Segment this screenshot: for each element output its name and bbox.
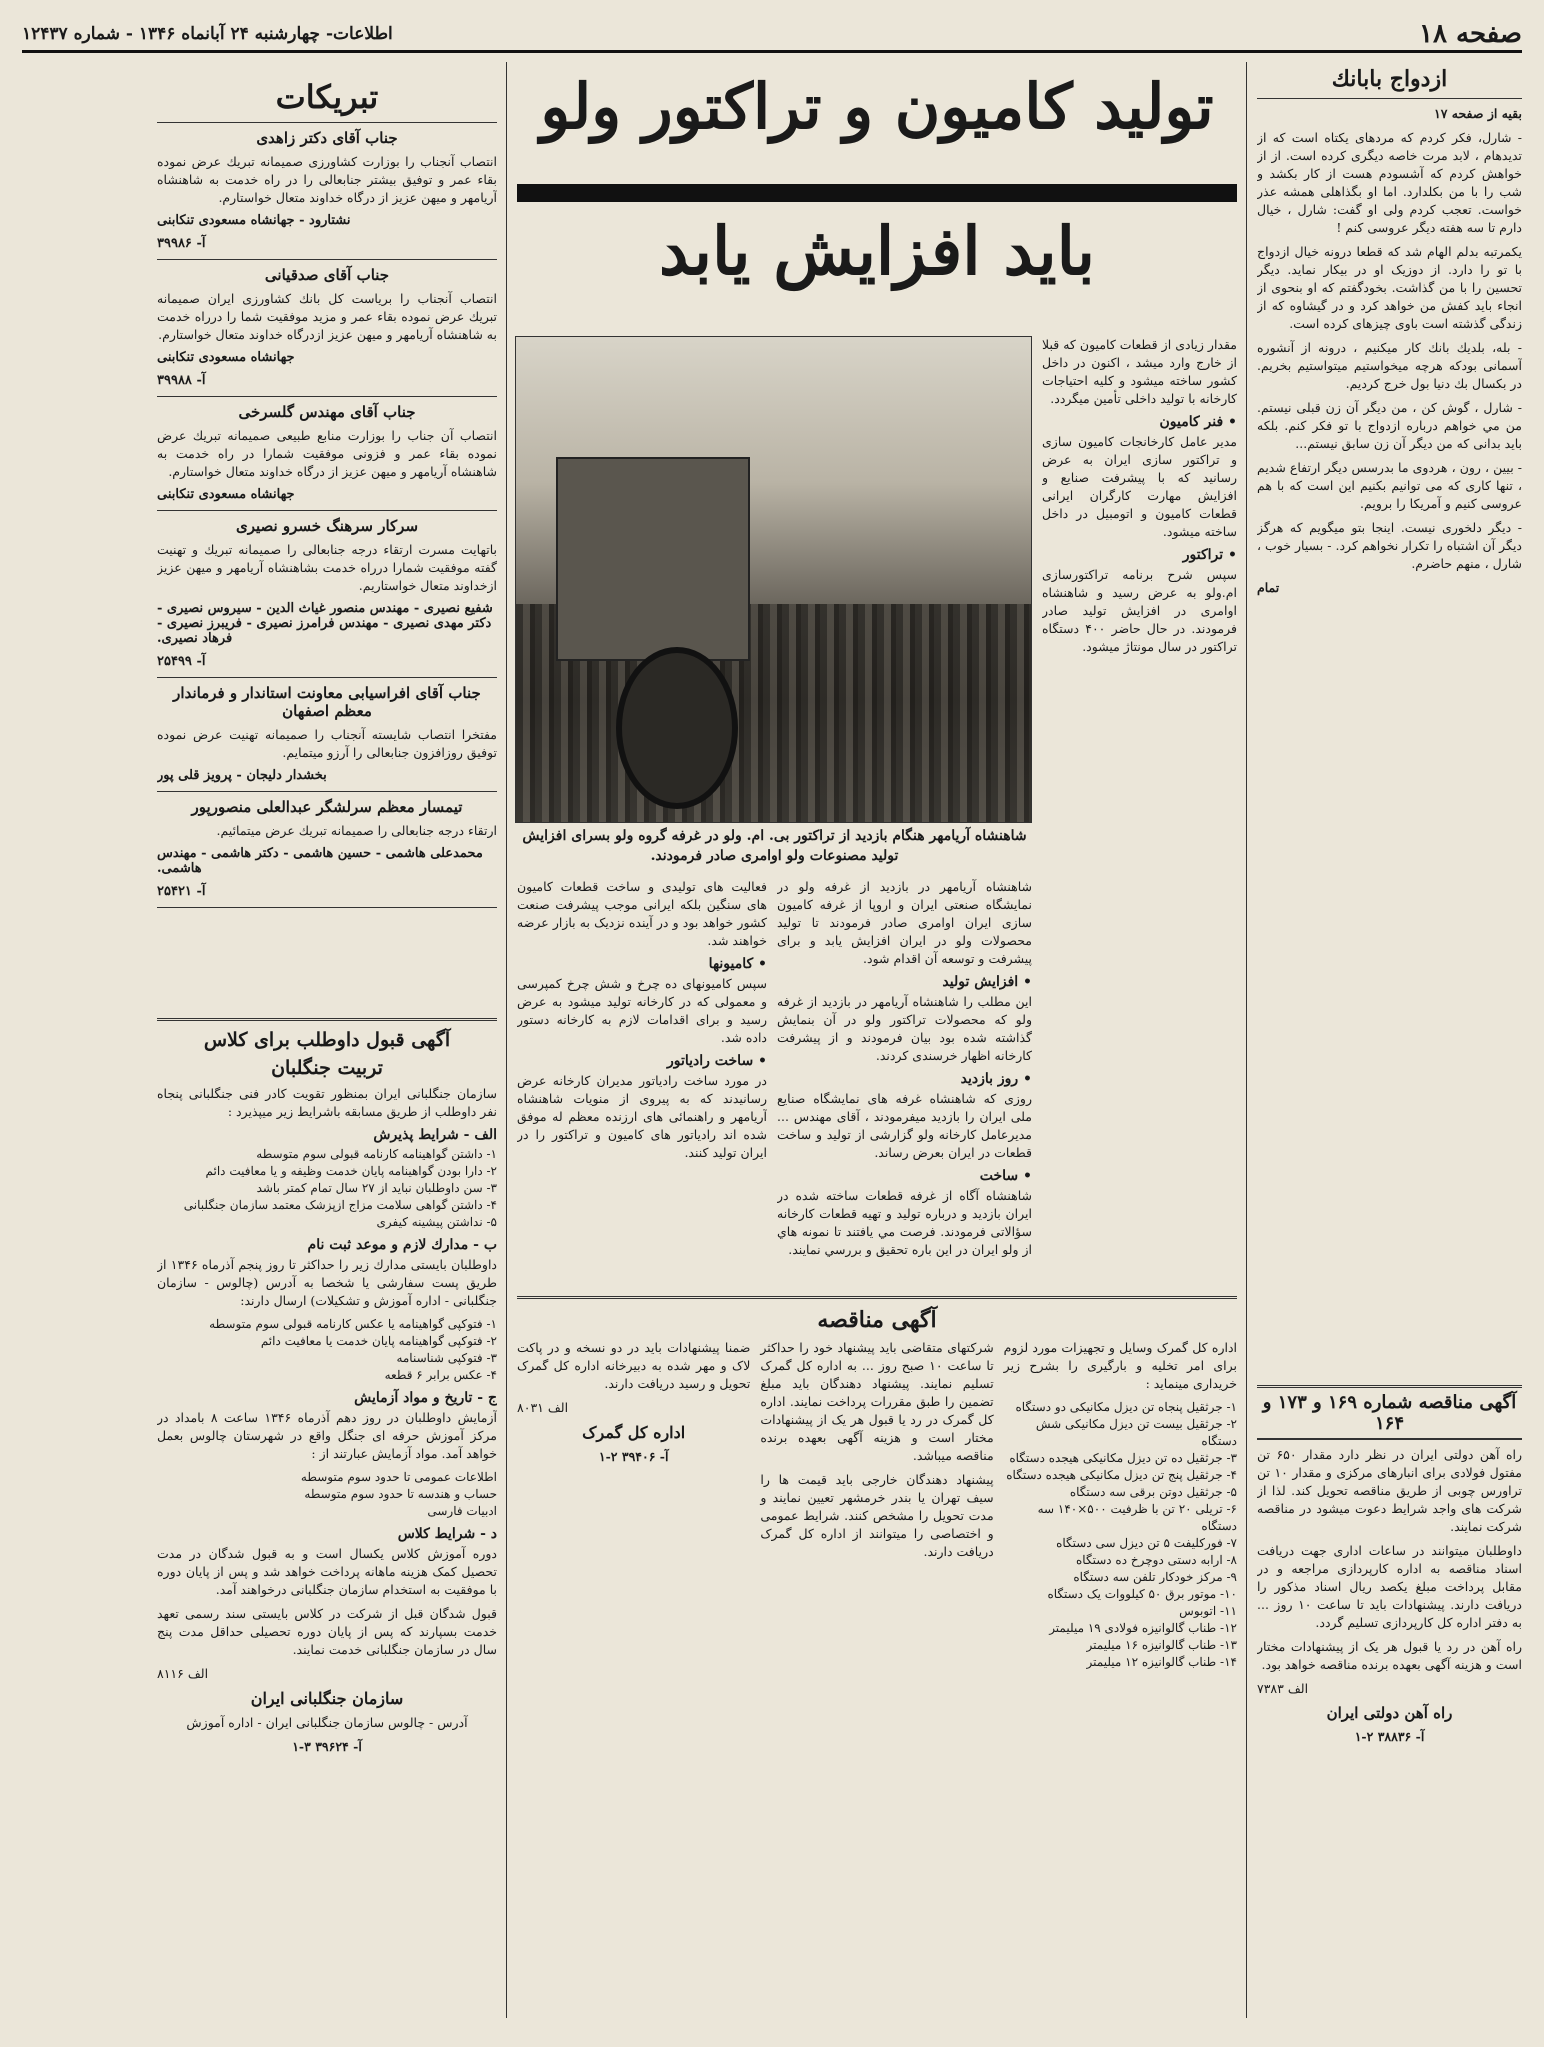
list-item: ۱- داشتن گواهینامه کارنامه قبولی سوم متوسطه [256, 1147, 497, 1161]
article-col-right [1042, 336, 1237, 876]
congrats-block-code: آ- ۳۹۹۸۸ [157, 373, 206, 388]
auction-title: آگهی مناقصه [817, 1307, 937, 1333]
list-item: ۱۲- طناب گالوانیزه فولادی ۱۹ میلیمتر [1049, 1621, 1237, 1635]
list-item: ۱۰- موتور برق ۵۰ کیلووات یک دستگاه [1047, 1587, 1237, 1601]
list-item: ۲- دارا بودن گواهینامه پایان خدمت وظیفه و یا معافیت دائم [205, 1164, 497, 1178]
marriage-end: تمام [1257, 580, 1280, 595]
divider [157, 791, 497, 792]
list-item: ۴- جرثقیل پنج تن دیزل مکانیکی هیجده دستگاه [1006, 1468, 1237, 1482]
list-item: ۱۱- اتوبوس [1179, 1604, 1237, 1618]
list-item: حساب و هندسه تا حدود سوم متوسطه [304, 1487, 497, 1501]
auction-intro: اداره کل گمرک وسایل و تجهیزات مورد لزوم برای امر تخلیه و بارگیری را بشرح زیر خریداری مینماید : [1003, 1340, 1237, 1391]
congrats-block [157, 684, 497, 792]
list-item: ۳- سن داوطلبان نباید از ۲۷ سال تمام کمتر باشد [256, 1181, 497, 1195]
rail-tender-code: آ- ۳۸۸۳۶ ۲-۱ [1354, 1729, 1425, 1744]
rail-tender-alef: الف ۷۳۸۳ [1257, 1681, 1309, 1696]
congrats-title: تبریکات [275, 78, 379, 116]
list-item: اطلاعات عمومی تا حدود سوم متوسطه [300, 1470, 497, 1484]
article-p2: این مطلب را شاهنشاه آریامهر در بازدید از غرفه ولو که محصولات تراکتور ولو در آن بنمایش گذاشته شده بود بیان فرمودند و از پیشرفت کارخانه اظهار خرسندی کردند. [777, 994, 1032, 1063]
article-head-increase: • افزایش تولید [942, 974, 1032, 990]
article-p10: فعالیت های تولیدی و ساخت قطعات کامیون های سنگین بلکه ایرانی موجب پیشرفت صنعت کشور خواهد بود و در آینده نزدیک به بازار عرضه خواهند شد. [517, 879, 767, 948]
congrats-block-body: انتصاب آن جناب را بوزارت منابع طبیعی صمیمانه تبریك عرض نموده بقاء عمر و فزونی موفقیت شمارا در راه خدمت به شاهنشاه آریامهر و میهن عزیز از درگاه خداوند متعال خواستارم. [157, 428, 497, 479]
congrats-block-body: مفتخرا انتصاب شایسته آنجناب را صمیمانه تهنیت عرض نموده توفیق روزافزون جنابعالی را آرزو میتمایم. [157, 727, 497, 760]
auction-col-terms-2 [517, 1339, 750, 1671]
forestry-list-c [157, 1469, 497, 1520]
marriage-p2: یکمرتبه بدلم الهام شد که قطعا درونه خیال ازدواج با تو را دارد. از دوزیک او در بیکار نماید. دیگر تحسین را با من گذاشت. بخودگفتم که او بنحوی از انجاء باید کفش من خواهد کرد و در گیشاوه که از زندگی گذشته است باوی چیزهای کرده است. [1257, 244, 1522, 331]
forestry-list-b [157, 1316, 497, 1384]
photo-caption: شاهنشاه آریامهر هنگام بازدید از تراکتور بی. ام. ولو در غرفه گروه ولو بسرای افزایش تولید مصنوعات ولو اوامری صادر فرمودند. [522, 828, 1027, 864]
article-p8: سپس شرح برنامه تراکتورسازی ام.ولو به عرض رسید و شاهنشاه اوامری در افزایش تولید صادر فرمودند. در حال حاضر ۴۰۰ دستگاه تراکتور در سال مونتاژ میشود. [1042, 567, 1237, 654]
congrats-block-head: تیمسار معظم سرلشگر عبدالعلی منصورپور [191, 798, 463, 816]
list-item: ۲- جرثقیل بیست تن دیزل مکانیکی شش دستگاه [1035, 1417, 1237, 1448]
page-header [22, 18, 1522, 53]
column-rule [506, 62, 507, 2018]
list-item: ۱- جرثقیل پنجاه تن دیزل مکانیکی دو دستگاه [1015, 1400, 1237, 1414]
newspaper-page [22, 18, 1522, 2028]
forestry-p-e: قبول شدگان قبل از شرکت در کلاس بایستی سند رسمی تعهد خدمت بسپارند که پس از پایان دوره تحصیلی حداقل مدت پنج سال در سازمان جنگلبانی خدمت نمایند. [157, 1606, 497, 1657]
list-item: ۷- فورکلیفت ۵ تن دیزل سی دستگاه [1056, 1536, 1237, 1550]
congrats-block-head: جناب آقای دکتر زاهدی [256, 129, 398, 147]
congrats-block-head: سرکار سرهنگ خسرو نصیری [235, 517, 419, 535]
auction-terms2: پیشنهاد دهندگان خارجی باید قیمت ها را سیف تهران یا بندر خرمشهر تعیین نمایند و مدت تحویل را مشخص کنند. شرایط عمومی و اختصاصی را میتوانند از اداره کل گمرک دریافت دارند. [760, 1472, 994, 1559]
congrats-block-code: آ- ۳۹۹۸۶ [157, 236, 206, 251]
congrats-block-head: جناب آقای مهندس گلسرخی [238, 403, 416, 421]
list-item: ۱۴- طناب گالوانیزه ۱۲ میلیمتر [1086, 1655, 1237, 1669]
forestry-title2: تربیت جنگلبان [271, 1057, 383, 1079]
congrats-block-signature: جهانشاه مسعودی تنکابنی [157, 350, 295, 365]
list-item: ۱- فتوکپی گواهینامه یا عکس کارنامه قبولی سوم متوسطه [209, 1317, 497, 1331]
article-head-build: • ساخت [979, 1168, 1032, 1184]
article-col-mid-right [777, 878, 1032, 1278]
article-head-tractor: • تراکتور [1182, 547, 1237, 563]
list-item: ۴- داشتن گواهی سلامت مزاج ازپزشک معتمد سازمان جنگلبانی [183, 1198, 497, 1212]
forestry-org: سازمان جنگلبانی ایران [250, 1689, 404, 1708]
congrats-block-body: انتصاب آنجناب را بوزارت کشاورزی صمیمانه تبریك عرض نموده بقاء عمر و توفیق بیشتر جنابعالی را در راه خدمت به شاهنشاه آریامهر و میهن عزیز از درگاه خداوند متعال خواستارم. [157, 154, 497, 205]
list-item: ۵- جرثقیل دوتن برقی سه دستگاه [1069, 1485, 1237, 1499]
article-col-mid-left [517, 878, 767, 1278]
article-head-radiator: • ساخت رادیاتور [666, 1053, 767, 1069]
list-item: ادبیات فارسی [427, 1504, 497, 1518]
article-p1: شاهنشاه آریامهر در بازدید از غرفه ولو در نمایشگاه صنعتی ایران و اروپا از غرفه کامیون سازی ایران اوامری صادر فرمودند تا تولید محصولات ولو در ایران افزایش یابد و برای پیشرفت و توسعه آن اقدام شود. [777, 879, 1032, 966]
forestry-list-a [157, 1146, 497, 1231]
congrats-block-body: باتهایت مسرت ارتقاء درجه جنابعالی را صمیمانه تبریك و تهنیت گفته موفقیت شمارا درراه خدمت بشاهنشاه آریامهر و میهن عزیز ازخداوند متعال خواستاریم. [157, 542, 497, 593]
auction-columns [517, 1339, 1237, 1671]
article-p5: در مورد ساخت رادیاتور مدیران کارخانه عرض رسانیدند که به پیروی از منویات شاهنشاه آریامهر و راهنمائی های ارزنده معظم له موفق شده اند رادیاتور های کامیون و تراکتور را در ایران تولید کنند. [517, 1073, 767, 1160]
forestry-head-b: ب - مدارك لازم و موعد ثبت نام [307, 1237, 497, 1253]
auction-signature: اداره کل گمرک [582, 1423, 686, 1442]
forestry-address: آدرس - چالوس سازمان جنگلبانی ایران - اداره آموزش [186, 1715, 468, 1730]
forestry-p-b: داوطلبان بایستی مدارك زیر را حداکثر تا روز پنجم آذرماه ۱۳۴۶ از طریق پست سفارشی یا شخصا به آدرس (چالوس - سازمان جنگلبانی - اداره آموزش و تشکیلات) ارسال دارند: [157, 1257, 497, 1308]
congrats-block-signature: نشتارود - جهانشاه مسعودی تنکابنی [157, 213, 351, 228]
congrats-block-head: جناب آقای صدقیانی [264, 266, 390, 284]
rail-tender-p2: داوطلبان میتوانند در ساعات اداری جهت دریافت اسناد مناقصه به اداره کارپردازی مراجعه و در مقابل پرداخت مبلغ یکصد ریال اسناد مذکور را دریافت دارند. پیشنهادات باید تا ساعت ۱۰ روز ... به دفتر اداره کل کارپردازی تسلیم گردد. [1257, 1543, 1522, 1630]
forestry-p-c: آزمایش داوطلبان در روز دهم آذرماه ۱۳۴۶ ساعت ۸ بامداد در مرکز آموزش حرفه ای جنگل واقع در شهرستان چالوس بعمل خواهد آمد. مواد آزمایش عبارتند از : [157, 1410, 497, 1461]
congrats-block [157, 798, 497, 908]
rail-tender-signature: راه آهن دولتی ایران [1326, 1704, 1453, 1722]
congrats-block-body: ارتقاء درجه جنابعالی را صمیمانه تبریك عرض میتمائیم. [216, 823, 497, 838]
forestry-intro: سازمان جنگلبانی ایران بمنظور تقویت کادر فنی جنگلبانی پنجاه نفر داوطلب از طریق مسابقه باشرایط زیر میپذیرد : [157, 1086, 497, 1119]
divider [157, 259, 497, 260]
news-photo [515, 336, 1032, 823]
congrats-block-body: انتصاب آنجناب را بریاست کل بانك کشاورزی ایران صمیمانه تبریك عرض نموده بقاء عمر و مزید موفقیت شما را درراه خدمت به شاهنشاه آریامهر و میهن عزیز ازدرگاه خداوند متعال خواستارم. [157, 291, 497, 342]
auction-col-items [1004, 1339, 1237, 1671]
forestry-alef: الف ۸۱۱۶ [157, 1666, 209, 1681]
list-item: ۶- تریلی ۲۰ تن با ظرفیت ۵۰۰×۱۴۰ سه دستگاه [1037, 1502, 1237, 1533]
list-item: ۱۳- طناب گالوانیزه ۱۶ میلیمتر [1086, 1638, 1237, 1652]
congrats-column [157, 62, 497, 987]
marriage-title: ازدواج بابانك [1331, 66, 1448, 92]
divider [157, 510, 497, 511]
forestry-head-a: الف - شرایط پذیرش [373, 1127, 497, 1143]
auction-code: آ- ۳۹۴۰۶ ۲-۱ [598, 1449, 669, 1464]
list-item: ۳- جرثقیل ده تن دیزل مکانیکی هیجده دستگاه [1009, 1451, 1237, 1465]
marriage-p3: - بله، بلدیك بانك كار میكنیم ، درونه از آنشوره آسمانی بودکه هرچه میخواستیم میتواستیم بخریم. در بکسال بك دنیا بول خرج كرديم. [1257, 340, 1522, 391]
congrats-block [157, 266, 497, 397]
article-head-truck: • فنر کامیون [1159, 414, 1237, 430]
headline-line1: تولید کامیون و تراکتور ولو [540, 70, 1214, 143]
marriage-p1: - شارل، فکر کردم که مردهای یکتاه است که از تدیدهام ، لابد مرت خاصه دیگری کرده است. از از خواهش کردم که آشسودم هست از کار بکشد و شب را با من بکلدارد. اما او بگذاهلی همشه عذر خواست. تعجب کردم ولی او گفت: شارل ، خیال دارم تا سه هفته دیگر عروسی کنم ! [1257, 130, 1522, 235]
article-p6: مقدار زیادی از قطعات کامیون که قبلا از خارج وارد میشد ، اکنون در داخل کشور ساخته میشود و کلیه احتیاجات کارخانه با تولید داخلی تأمین میگردد. [1042, 337, 1237, 406]
congrats-block [157, 403, 497, 511]
auction-terms: شرکتهای متقاضی باید پیشنهاد خود را حداکثر تا ساعت ۱۰ صبح روز ... به اداره کل گمرک تسلیم نمایند. پیشنهاد دهندگان باید مبلغ تضمین را طبق مقررات پرداخت نمایند. اداره کل گمرک در رد یا قبول هر یک از پیشنهادات مختار است و هزینه آگهی بعهده برنده مناقصه میباشد. [760, 1340, 994, 1463]
forestry-title1: آگهی قبول داوطلب برای کلاس [203, 1029, 451, 1051]
auction-col-terms [760, 1339, 993, 1671]
congrats-block-code: آ- ۲۵۴۹۹ [157, 654, 206, 669]
rail-tender-title: آگهی مناقصه شماره ۱۶۹ و ۱۷۳ و ۱۶۴ [1257, 1392, 1522, 1440]
congrats-block-signature: بخشدار دلیجان - پرویز قلی پور [157, 768, 327, 783]
congrats-block-code: آ- ۲۵۴۲۱ [157, 884, 206, 899]
auction-alef: الف ۸۰۳۱ [517, 1400, 569, 1415]
list-item: ۸- ارابه دستی دوچرخ ده دستگاه [1076, 1553, 1237, 1567]
list-item: ۲- فتوکپی گواهینامه پایان خدمت یا معافیت دائم [260, 1334, 497, 1348]
congrats-block [157, 129, 497, 260]
divider [157, 907, 497, 908]
article-p4: شاهنشاه آگاه از غرفه قطعات ساخته شده در ایران بازدید و درباره تولید و تهیه قطعات کارخانه سؤالاتی فرمودند. فرصت مي يافتند تا نمونه هاي از ولو ايران در اين باره تحقيق و بررسي نمايند. [777, 1188, 1032, 1257]
divider [1257, 98, 1522, 99]
congrats-block [157, 517, 497, 678]
divider [157, 677, 497, 678]
auction-items [1004, 1399, 1237, 1671]
column-rule [1246, 62, 1247, 2018]
divider [157, 122, 497, 123]
page-number: صفحه ۱۸ [1419, 19, 1522, 49]
list-item: ۵- نداشتن پیشینه کیفری [376, 1215, 497, 1229]
list-item: ۴- عکس برابر ۶ قطعه [384, 1368, 497, 1382]
customs-auction [517, 1296, 1237, 2028]
headline-block-2 [517, 218, 1237, 328]
auction-terms3: ضمنا پیشنهادات باید در دو نسخه و در پاکت لاک و مهر شده به دبیرخانه اداره کل گمرک تحویل و رسید دریافت دارند. [517, 1340, 751, 1391]
article-head-visit: • روز بازدید [960, 1071, 1032, 1087]
forestry-p-d: دوره آموزش کلاس یکسال است و به قبول شدگان در مدت تحصیل کمک هزینه ماهانه پرداخت خواهد شد و پس از پایان دوره با موفقیت به استخدام سازمان جنگلبانی درخواهند آمد. [157, 1546, 497, 1597]
forestry-head-c: ج - تاریخ و مواد آزمایش [354, 1390, 497, 1406]
divider [157, 396, 497, 397]
rail-tender-p1: راه آهن دولتی ایران در نظر دارد مقدار ۶۵۰ تن مفتول فولادی برای انبارهای مرکزی و مقدار ۱۰ تن تراورس چوبی از طریق مناقصه تحویل کند. لذا از شرکت های واجد شرایط دعوت میشود در مناقصه شرکت نمایند. [1257, 1447, 1522, 1534]
article-head-pick: • کامیونها [708, 956, 767, 972]
marriage-p6: - دیگر دلخوری نیست. اینجا بتو میگویم كه هرگز دیگر آن اشتباه را تكرار نخواهم كرد. - بسیار خوب ، شارل ، منهم حاضرم. [1257, 520, 1522, 571]
headline-bar [517, 184, 1237, 202]
article-p9: سپس کامیونهای ده چرخ و شش چرخ کمپرسی و معمولی که در کارخانه تولید میشود به عرض رسید و برای اقدامات لازم به کارخانه دستور داده شد. [517, 976, 767, 1045]
photo-wheel [616, 647, 738, 809]
forestry-head-d: د - شرایط کلاس [397, 1526, 497, 1542]
congrats-block-signature: شفیع نصیری - مهندس منصور غیاث الدین - سیروس نصیری - دکتر مهدی نصیری - مهندس فرامرز نصیری - فریبرز نصیری - فرهاد نصیری. [157, 601, 493, 646]
congrats-block-head: جناب آقای افراسیابی معاونت استاندار و فرماندار معظم اصفهان [173, 684, 481, 720]
marriage-p5: - بیین ، رون ، هردوی ما بدرسس دیگر ارتفاع شدیم ، تنها كاری كه می توانیم بكنیم این است كه با هم عروسی كنیم و آمريكا را برویم. [1257, 460, 1522, 511]
rail-tender [1257, 1385, 1522, 2028]
article-p3: روزی که شاهنشاه غرفه های نمایشگاه صنایع ملی ایران را بازدید میفرمودند ، آقای مهندس ... مدیرعامل کارخانه ولو گزارشی از تولید و ساخت قطعات در ایران بعرض رساند. [777, 1091, 1032, 1160]
photo-tractor [556, 457, 750, 661]
congrats-blocks [157, 129, 497, 908]
list-item: ۳- فتوکپی شناسنامه [396, 1351, 497, 1365]
marriage-p4: - شارل ، گوش كن ، من دیگر آن زن قبلی نیستم. من مي خواهم درباره ازدواج با تو فكر كنم. بلکه باید بدانی كه من دیگر آن زن سابق نيستم... [1257, 400, 1522, 451]
list-item: ۹- مرکز خودکار تلفن سه دستگاه [1073, 1570, 1237, 1584]
congrats-block-signature: جهانشاه مسعودی تنکابنی [157, 487, 295, 502]
forestry-code: آ- ۳۹۶۲۴ ۳-۱ [292, 1739, 362, 1754]
headline-line2: باید افزایش یابد [658, 218, 1096, 290]
article-p7: مدیر عامل کارخانجات کامیون سازی و تراکتور سازی ایران به عرض رسانید که با پیشرفت صنایع و افزایش مهارت کارگران ایرانی قطعات کامیون و اتومبیل در داخل ساخته میشود. [1042, 434, 1237, 539]
issue-info: اطلاعات- چهارشنبه ۲۴ آبانماه ۱۳۴۶ - شماره ۱۲۴۳۷ [22, 24, 393, 44]
congrats-block-signature: محمدعلی هاشمی - حسین هاشمی - دکتر هاشمی - مهندس هاشمی. [157, 846, 483, 876]
forestry-ad [157, 1018, 497, 2028]
marriage-continued: بقیه از صفحه ۱۷ [1434, 106, 1522, 121]
rail-tender-p3: راه آهن در رد یا قبول هر یک از پیشنهادات مختار است و هزینه آگهی بعهده برنده مناقصه خواهد بود. [1257, 1639, 1522, 1672]
